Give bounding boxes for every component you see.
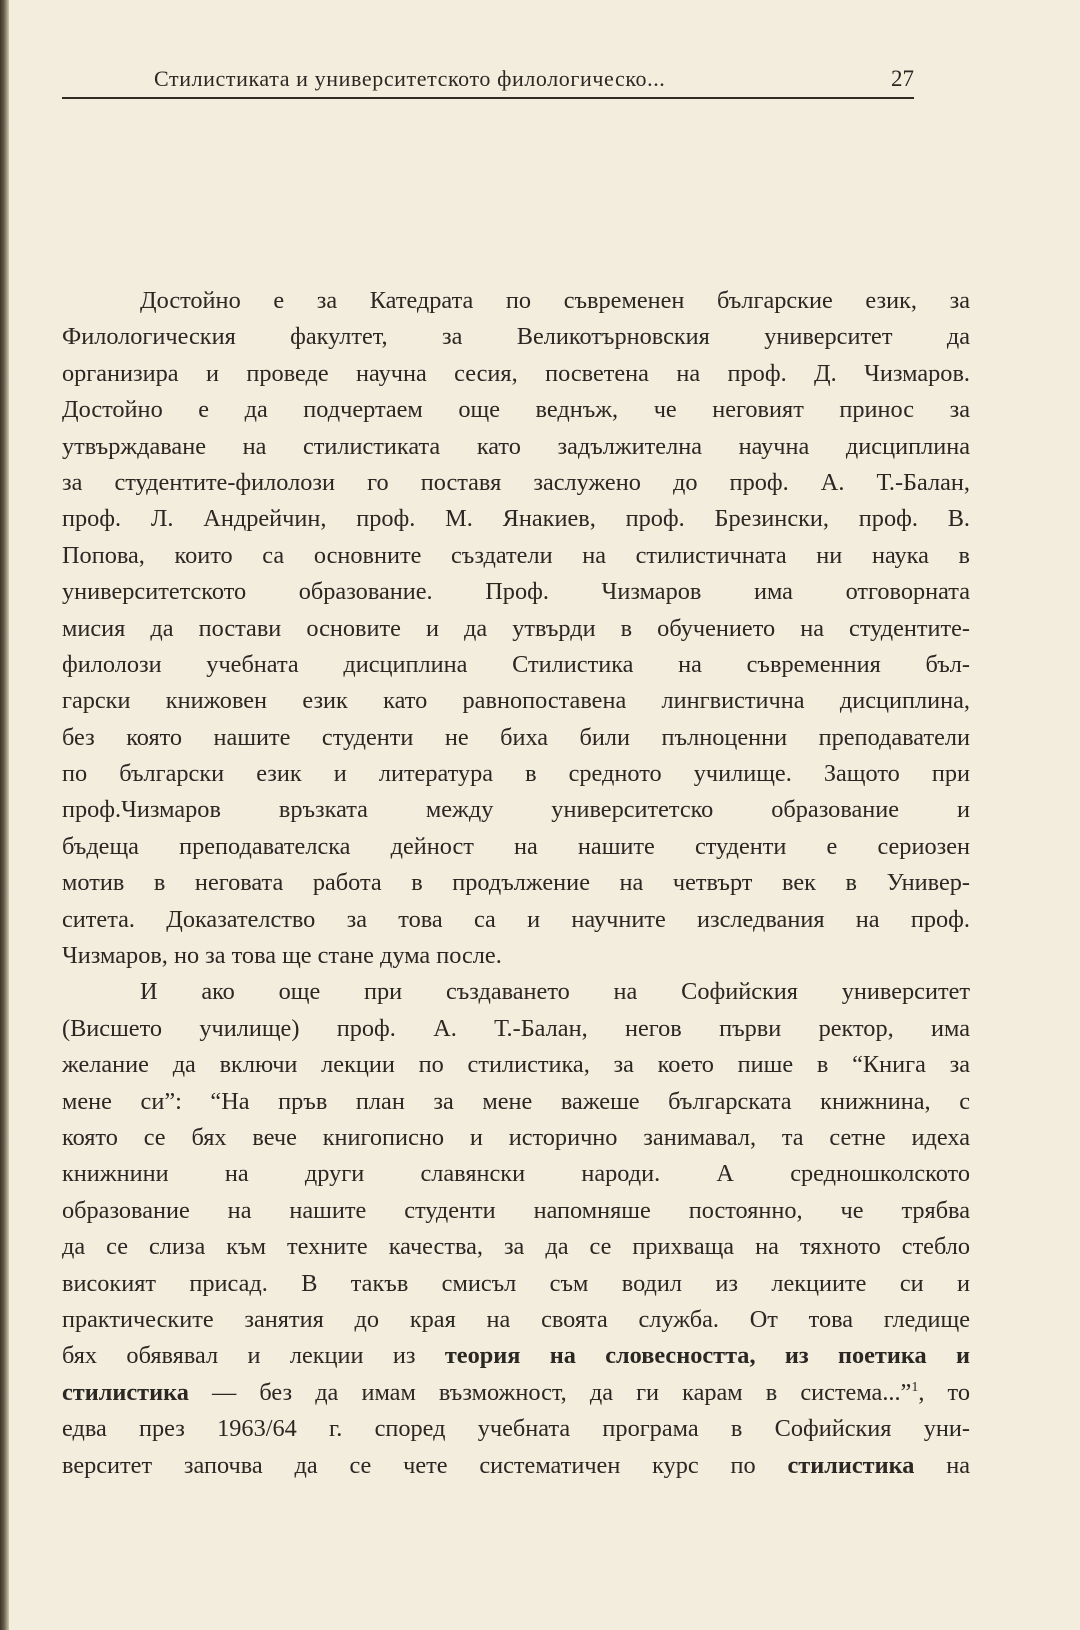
text-line: Чизмаров, но за това ще стане дума после. [62,942,502,970]
text-line: мотив в неговата работа в продължение на четвърт век в Универ- [62,869,970,897]
text-line: Филологическия факултет, за Великотърновския университет да [62,323,970,351]
text-run: , то [918,1378,970,1406]
text-line: Попова, които са основните създатели на стилистичната ни наука в [62,541,970,569]
page-number: 27 [891,66,914,91]
text-line: И ако още при създаването на Софийския университет [140,978,970,1006]
text-line: ситета. Доказателство за това са и научните изследвания на проф. [62,905,970,933]
text-line: проф.Чизмаров връзката между университетско образование и [62,796,970,824]
text-line: която се бях вече книгописно и исторично занимавал, та сетне идеха [62,1123,970,1151]
text-line: мене си”: “На пръв план за мене важеше българската книжнина, с [62,1087,970,1115]
text-line: едва през 1963/64 г. според учебната програма в Софийския уни- [62,1415,970,1443]
bold-term: стилистика [787,1451,915,1479]
text-line [62,1338,970,1374]
text-run: — без да имам възможност, да ги карам в система...” [188,1378,912,1406]
running-header [62,58,914,102]
text-line: да се слиза към техните качества, за да се прихваща на тяхното стебло [62,1233,970,1261]
text-run: верситет започва да се чете систематичен курс по [62,1451,788,1479]
text-line: филолози учебната дисциплина Стилистика на съвременния бъл- [62,650,970,678]
text-line: образование на нашите студенти напомняше постоянно, че трябва [62,1196,970,1224]
header-rule [62,97,914,99]
text-line: организира и проведе научна сесия, посветена на проф. Д. Чизмаров. [62,359,970,387]
text-line: книжнини на други славянски народи. А средношколското [62,1160,970,1188]
text-line: бъдеща преподавателска дейност на нашите студенти е сериозен [62,832,970,860]
text-line: за студентите-филолози го поставя заслужено до проф. А. Т.-Балан, [62,468,970,496]
text-line: желание да включи лекции по стилистика, за което пише в “Книга за [62,1051,970,1079]
text-line [62,1375,970,1411]
text-run: на [914,1451,970,1479]
text-line: без която нашите студенти не биха били пълноценни преподаватели [62,723,970,751]
text-line: утвърждаване на стилистиката като задължителна научна дисциплина [62,432,970,460]
text-line: по български език и литература в средното училище. Защото при [62,760,970,788]
text-line: Достойно е за Катедрата по съвременен българские език, за [140,287,970,314]
text-line: проф. Л. Андрейчин, проф. М. Янакиев, проф. Брезински, проф. В. [62,505,970,533]
text-run: бях обявявал и лекции из [62,1342,445,1370]
page-edge-shadow [0,0,9,1630]
bold-term: стилистика [62,1378,189,1406]
running-title: Стилистиката и университетското филологическо... [154,66,666,91]
body-text [62,283,970,1484]
text-line: гарски книжовен език като равнопоставена лингвистична дисциплина, [62,687,970,715]
text-line: практическите занятия до края на своята служба. От това гледище [62,1305,970,1333]
text-line: Достойно е да подчертаем още веднъж, че неговият принос за [62,396,970,424]
footnote-mark: 1 [911,1379,919,1395]
text-line: високият присад. В такъв смисъл съм водил из лекциите си и [62,1269,970,1297]
text-line [62,1448,970,1484]
text-line: университетското образование. Проф. Чизмаров има отговорната [62,578,970,606]
text-line: мисия да постави основите и да утвърди в обучението на студентите- [62,614,970,642]
text-line: (Висшето училище) проф. А. Т.-Балан, негов първи ректор, има [62,1014,970,1042]
bold-term: теория на словесността, из поетика и [444,1342,970,1370]
